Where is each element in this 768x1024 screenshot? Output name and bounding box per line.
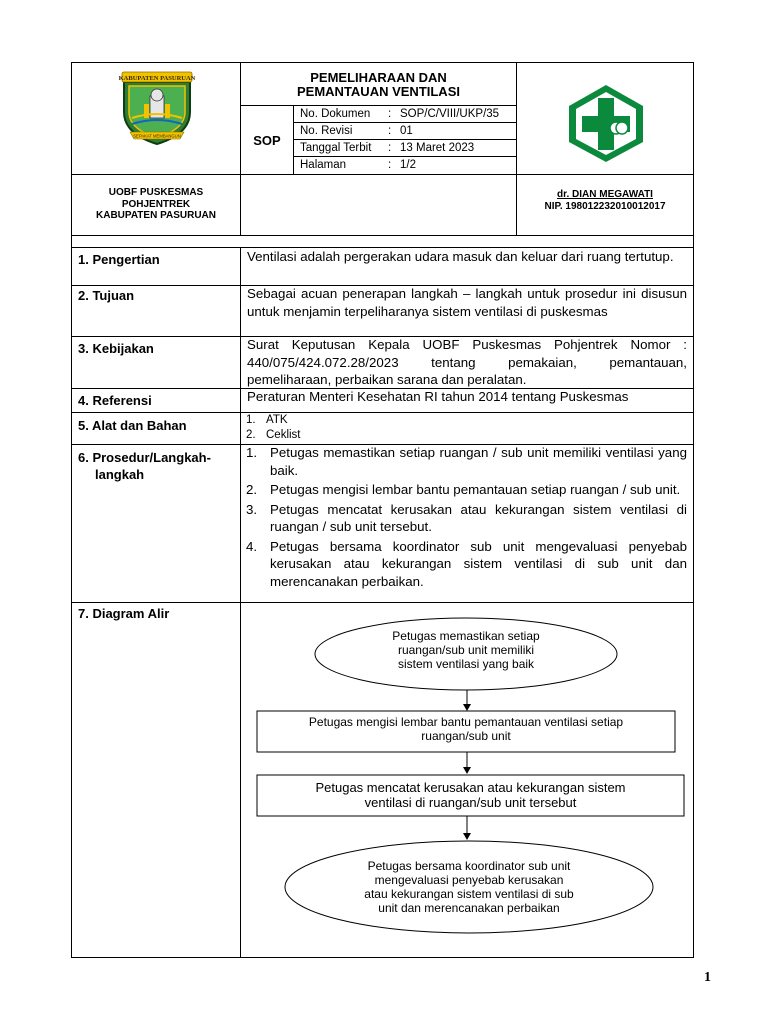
signer-nip: NIP. 198012232010012017 (544, 201, 666, 212)
list-item: 3. Petugas mencatat kerusakan atau kekurangan sistem ventilasi di ruangan / sub unit tersebut. (246, 501, 687, 534)
flow-text-end: Petugas bersama koordinator sub unit mengevaluasi penyebab kerusakan atau kekurangan sistem ventilasi di sub unit dan merencanakan perbaikan (364, 859, 574, 915)
section-text-pengertian: Ventilasi adalah pergerakan udara masuk dan keluar dari ruang tertutup. (247, 249, 674, 264)
flow-text-start: Petugas memastikan setiap ruangan/sub unit memiliki sistem ventilasi yang baik (392, 629, 540, 671)
page-number: 1 (704, 970, 711, 985)
section-label-alat: 5. Alat dan Bahan (78, 418, 187, 433)
section-label-pengertian: 1. Pengertian (78, 252, 160, 267)
list-item: 4. Petugas bersama koordinator sub unit mengevaluasi penyebab kerusakan atau kekurangan sistem ventilasi di sub unit dan merencanakan perbaikan. (246, 538, 687, 589)
sop-label: SOP (253, 133, 281, 148)
section-label-tujuan: 2. Tujuan (78, 288, 135, 303)
doc-field-nomor: No. Dokumen : SOP/C/VIII/UKP/35 (300, 108, 500, 120)
flow-text-step2: Petugas mengisi lembar bantu pemantauan ventilasi setiap ruangan/sub unit (308, 715, 624, 743)
svg-text:KABUPATEN PASURUAN: KABUPATEN PASURUAN (118, 75, 196, 82)
section-text-kebijakan: Surat Keputusan Kepala UOBF Puskesmas Pohjentrek Nomor : 440/075/424.072.28/2023 tentang pemakaian, pemantauan, pemeliharaan, perbaikan sarana dan peralatan. (247, 337, 687, 387)
section-text-tujuan: Sebagai acuan penerapan langkah – langkah untuk prosedur ini disusun untuk menjamin terpeliharanya sistem ventilasi di puskesmas (247, 286, 687, 319)
section-text-referensi: Peraturan Menteri Kesehatan RI tahun 2014 tentang Puskesmas (247, 389, 629, 404)
list-item: 2. Petugas mengisi lembar bantu pemantauan setiap ruangan / sub unit. (246, 482, 681, 497)
section-label-kebijakan: 3. Kebijakan (78, 341, 154, 356)
list-item: 2. Ceklist (246, 429, 301, 441)
signer-name: dr. DIAN MEGAWATI (557, 189, 653, 200)
doc-field-halaman: Halaman : 1/2 (300, 159, 416, 171)
kabupaten-pasuruan-emblem (116, 68, 198, 146)
section-label-referensi: 4. Referensi (78, 393, 152, 408)
flowchart (241, 603, 693, 957)
svg-text:SEPAKAT MEMBANGUN: SEPAKAT MEMBANGUN (133, 133, 181, 139)
signer-block (520, 189, 690, 213)
list-item: 1. Petugas memastikan setiap ruangan / sub unit memiliki ventilasi yang baik. (246, 445, 687, 478)
section-label-prosedur: 6. Prosedur/Langkah- langkah (78, 450, 211, 482)
alat-list (246, 413, 301, 443)
flow-text-step3: Petugas mencatat kerusakan atau kekurangan sistem ventilasi di ruangan/sub unit tersebut (315, 780, 626, 810)
doc-field-tanggal: Tanggal Terbit : 13 Maret 2023 (300, 142, 475, 154)
organization-name: UOBF PUSKESMAS POHJENTREK KABUPATEN PASURUAN (96, 187, 216, 221)
document-title: PEMELIHARAAN DAN PEMANTAUAN VENTILASI (297, 70, 460, 99)
puskesmas-logo (566, 82, 646, 164)
list-item: 1. ATK (246, 414, 288, 426)
prosedur-steps (246, 444, 687, 592)
section-label-diagram: 7. Diagram Alir (78, 606, 170, 621)
doc-field-revisi: No. Revisi : 01 (300, 125, 413, 137)
